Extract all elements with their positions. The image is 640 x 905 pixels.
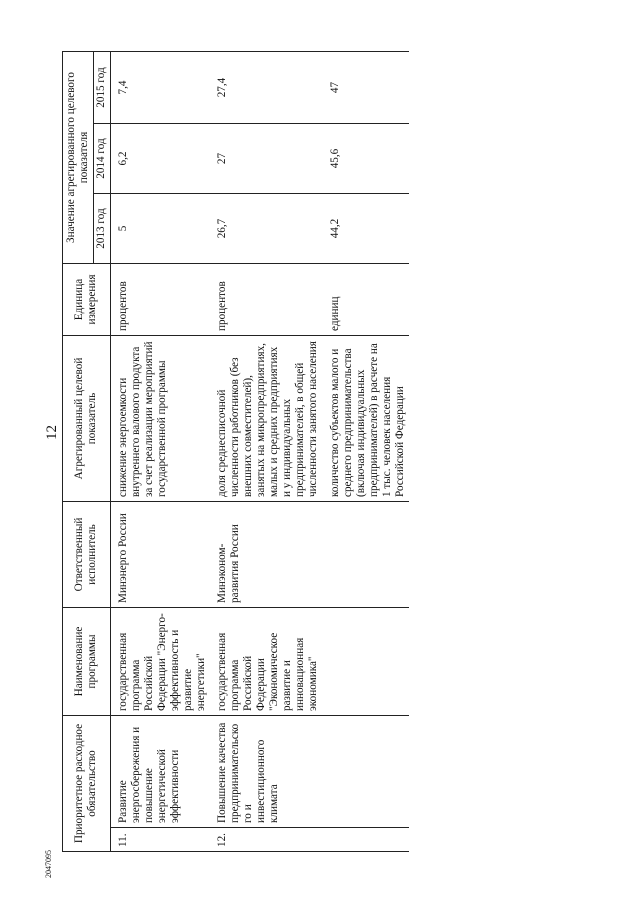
row-number: 11.	[110, 828, 209, 852]
executor-cell: Минэконом-развития России	[210, 502, 410, 608]
value-2014: 27	[210, 124, 322, 194]
value-2013: 5	[110, 194, 209, 264]
table-row	[210, 52, 322, 852]
obligations-table	[62, 51, 409, 852]
document-code: 2047095	[44, 850, 53, 878]
obligation-cell: Повышение качества предпринимательского и инвестиционного климата	[210, 716, 410, 828]
rotated-table-container	[62, 52, 562, 852]
header-obligation: Приоритетное расходное обязательство	[63, 716, 111, 852]
indicator-cell: снижение энергоемкости внутреннего валового продукта за счет реализации мероприятий государственной программы	[110, 336, 209, 502]
value-2013: 26,7	[210, 194, 322, 264]
indicator-cell: доля среднесписочной численности работников (без внешних совместителей), занятых на микропредприятиях, малых и средних предприятиях и у индивидуальных предпринимателей, в общей численности занятого населения	[210, 336, 322, 502]
program-cell: государственная программа Российской Федерации "Экономическое развитие и инновационная экономика"	[210, 608, 410, 716]
obligation-cell: Развитие энергосбережения и повышение энергетической эффективности	[110, 716, 209, 828]
value-2015: 7,4	[110, 52, 209, 124]
unit-cell: процентов	[110, 264, 209, 336]
executor-cell: Минэнерго России	[110, 502, 209, 608]
value-2015: 47	[321, 52, 409, 124]
header-program: Наименование программы	[63, 608, 111, 716]
header-unit: Единица измерения	[63, 264, 111, 336]
table-row	[110, 52, 209, 852]
value-2013: 44,2	[321, 194, 409, 264]
program-cell: государственная программа Российской Федерации "Энерго-эффективность и развитие энергетики"	[110, 608, 209, 716]
value-2014: 6,2	[110, 124, 209, 194]
header-year-2013: 2013 год	[93, 194, 110, 264]
value-2015: 27,4	[210, 52, 322, 124]
unit-cell: единиц	[321, 264, 409, 336]
indicator-cell: количество субъектов малого и среднего предпринимательства (включая индивидуальных предпринимателей) в расчете на 1 тыс. человек населения Российской Федерации	[321, 336, 409, 502]
header-indicator: Агрегированный целевой показатель	[63, 336, 111, 502]
header-value-group: Значение агрегированного целевого показателя	[63, 52, 94, 264]
page-number: 12	[44, 425, 60, 440]
unit-cell: процентов	[210, 264, 322, 336]
header-executor: Ответственный исполнитель	[63, 502, 111, 608]
row-number: 12.	[210, 828, 410, 852]
header-year-2015: 2015 год	[93, 52, 110, 124]
value-2014: 45,6	[321, 124, 409, 194]
header-year-2014: 2014 год	[93, 124, 110, 194]
